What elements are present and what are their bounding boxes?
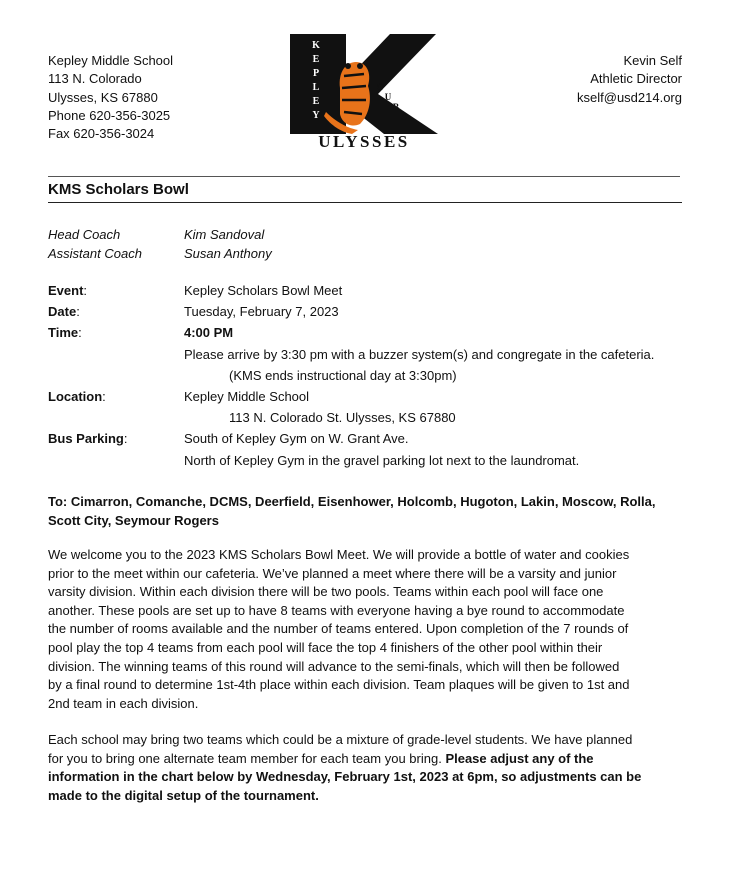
paragraph-line: 2nd team in each division. bbox=[48, 695, 199, 711]
director-contact-block bbox=[577, 52, 682, 107]
logo-cubs-letter: S bbox=[401, 112, 407, 122]
logo-letter: E bbox=[312, 54, 320, 65]
recipients-line: To: Cimarron, Comanche, DCMS, Deerfield, Eisenhower, Holcomb, Hugoton, Lakin, Moscow, Rolla, Scott City, Seymour Rogers bbox=[48, 494, 656, 528]
paragraph-line: We welcome you to the 2023 KMS Scholars Bowl Meet. We will provide a bottle of water and cookies bbox=[48, 547, 630, 562]
director-title: Athletic Director bbox=[590, 71, 682, 87]
assistant-coach-label: Assistant Coach bbox=[48, 246, 142, 261]
paragraph-line-mixed bbox=[48, 750, 698, 769]
logo-cubs-letter: B bbox=[392, 102, 400, 112]
location-label: Location bbox=[48, 389, 103, 404]
time-value: 4:00 PM bbox=[184, 325, 234, 340]
kepley-cubs-logo bbox=[286, 28, 442, 152]
school-contact-block bbox=[48, 52, 173, 143]
head-coach-name: Kim Sandoval bbox=[184, 227, 265, 242]
event-value: Kepley Scholars Bowl Meet bbox=[184, 283, 343, 298]
event-label: Event bbox=[48, 283, 84, 298]
logo-letter: L bbox=[312, 82, 320, 93]
paragraph-line: varsity division. Within each division there will be two pools. Teams within each pool will face one bbox=[48, 584, 604, 600]
paragraph-line: Each school may bring two teams which could be a mixture of grade-level students. We have planned bbox=[48, 732, 633, 747]
paragraph-line: another. These pools are set up to have 8 teams with everyone having a bye round to accommodate bbox=[48, 602, 625, 618]
welcome-paragraph bbox=[48, 546, 698, 713]
paragraph-line: pool play the top 4 teams from each pool will face the top 4 finishers of the other pool within their bbox=[48, 639, 603, 655]
assistant-coach-name: Susan Anthony bbox=[184, 246, 272, 261]
logo-letter: E bbox=[312, 96, 320, 107]
header-divider bbox=[48, 176, 680, 177]
dismissal-note: (KMS ends instructional day at 3:30pm) bbox=[229, 368, 457, 383]
director-email: kself@usd214.org bbox=[577, 89, 682, 105]
paragraph-line: by a final round to determine 1st-4th place within each division. Team plaques will be given to 1st and bbox=[48, 677, 630, 693]
logo-letter: Y bbox=[312, 110, 320, 121]
arrival-note: Please arrive by 3:30 pm with a buzzer system(s) and congregate in the cafeteria. bbox=[184, 347, 655, 362]
teams-paragraph bbox=[48, 731, 698, 805]
location-address: 113 N. Colorado St. Ulysses, KS 67880 bbox=[229, 410, 456, 425]
logo-cubs-letter: C bbox=[376, 82, 384, 92]
paragraph-line: division. The winning teams of this round will advance to the semi-finals, which will then be followed bbox=[48, 658, 620, 674]
location-label-row: Location: bbox=[48, 389, 106, 404]
event-label-row: Event: bbox=[48, 283, 88, 298]
time-label: Time bbox=[48, 325, 79, 340]
logo-cubs-letter: U bbox=[384, 92, 392, 102]
location-value: Kepley Middle School bbox=[184, 389, 310, 404]
director-name: Kevin Self bbox=[623, 53, 682, 68]
bus-parking-1: South of Kepley Gym on W. Grant Ave. bbox=[184, 431, 409, 446]
deadline-notice-end: made to the digital setup of the tournament. bbox=[48, 787, 319, 803]
bus-label-row: Bus Parking: bbox=[48, 431, 128, 446]
paragraph-line: prior to the meet within our cafeteria. We’ve planned a meet where there will be a varsity and junior bbox=[48, 565, 617, 581]
date-label-row: Date: bbox=[48, 304, 80, 319]
logo-town: ULYSSES bbox=[318, 132, 410, 151]
deadline-notice-start: Please adjust any of the bbox=[445, 750, 594, 766]
bus-parking-2: North of Kepley Gym in the gravel parking lot next to the laundromat. bbox=[184, 453, 580, 468]
time-label-row: Time: bbox=[48, 325, 82, 340]
logo-letter: P bbox=[312, 68, 320, 79]
date-label: Date bbox=[48, 304, 77, 319]
school-address: 113 N. Colorado bbox=[48, 71, 142, 87]
school-city: Ulysses, KS 67880 bbox=[48, 89, 158, 105]
school-name: Kepley Middle School bbox=[48, 53, 174, 68]
paragraph-text: for you to bring one alternate team member for each team you bring. bbox=[48, 750, 446, 766]
deadline-notice: information in the chart below by Wednesday, February 1st, 2023 at 6pm, so adjustments can be bbox=[48, 769, 642, 785]
date-value: Tuesday, February 7, 2023 bbox=[184, 304, 339, 319]
school-phone: Phone 620-356-3025 bbox=[48, 107, 171, 123]
title-divider bbox=[48, 202, 682, 203]
page-title: KMS Scholars Bowl bbox=[48, 181, 189, 198]
head-coach-label: Head Coach bbox=[48, 227, 121, 242]
bus-parking-label: Bus Parking bbox=[48, 431, 124, 446]
logo-letter: K bbox=[312, 40, 320, 51]
paragraph-line: the number of rooms available and the number of teams entered. Upon completion of the 7 rounds of bbox=[48, 621, 629, 637]
school-fax: Fax 620-356-3024 bbox=[48, 126, 155, 142]
